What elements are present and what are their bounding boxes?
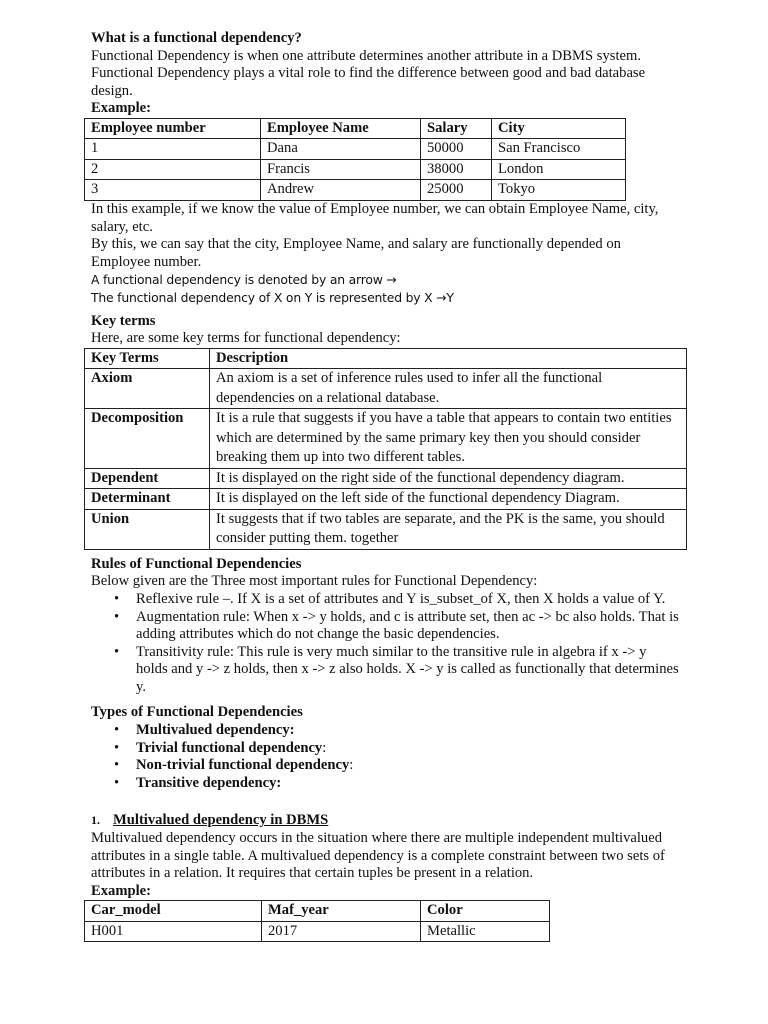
table-header-cell: Car_model xyxy=(85,901,262,922)
table-cell: 2017 xyxy=(262,921,421,942)
list-item: • Trivial functional dependency: xyxy=(136,740,681,758)
table-cell: 50000 xyxy=(421,139,492,160)
list-item: • Transitivity rule: This rule is very much similar to the transitive rule in algebra if x -> y holds and y -> z holds, then x -> z also holds. X -> y is called as functionally that determines y. xyxy=(136,644,681,697)
table-cell: 1 xyxy=(85,139,261,160)
table-cell: Dana xyxy=(261,139,421,160)
fd-intro-2: Functional Dependency plays a vital role to find the difference between good and bad database design. xyxy=(91,65,646,99)
list-item: • Multivalued dependency: xyxy=(136,722,681,740)
table-header-cell: City xyxy=(492,118,626,139)
rules-intro: Below given are the Three most important rules for Functional Dependency: xyxy=(91,573,538,590)
employee-table xyxy=(84,118,626,201)
table-cell: Andrew xyxy=(261,180,421,201)
table-cell: H001 xyxy=(85,921,262,942)
fd-notation-2: The functional dependency of X on Y is represented by X →Y xyxy=(91,289,454,305)
fd-intro-1: Functional Dependency is when one attribute determines another attribute in a DBMS system. xyxy=(91,47,641,64)
table-cell: Determinant xyxy=(85,489,210,510)
section-heading-mvd: 1. Multivalued dependency in DBMS xyxy=(91,812,329,829)
table-header-cell: Color xyxy=(421,901,550,922)
document-page xyxy=(91,30,681,942)
table-cell: London xyxy=(492,159,626,180)
table-header-row xyxy=(85,901,550,922)
fd-explanation-1: In this example, if we know the value of Employee number, we can obtain Employee Name, city, salary, etc. xyxy=(91,200,659,235)
table-cell: Axiom xyxy=(85,369,210,409)
table-cell: Francis xyxy=(261,159,421,180)
rules-list xyxy=(91,591,681,697)
list-item: • Non-trivial functional dependency: xyxy=(136,757,681,775)
table-cell: It is displayed on the right side of the functional dependency diagram. xyxy=(210,468,687,489)
table-row xyxy=(85,139,626,160)
fd-explanation-2: By this, we can say that the city, Employee Name, and salary are functionally depended on Employee number. xyxy=(91,236,621,270)
table-row xyxy=(85,509,687,549)
table-row xyxy=(85,921,550,942)
car-table xyxy=(84,900,550,942)
section-heading-rules: Rules of Functional Dependencies xyxy=(91,555,302,572)
table-cell: It is displayed on the left side of the functional dependency Diagram. xyxy=(210,489,687,510)
table-row xyxy=(85,489,687,510)
table-header-cell: Description xyxy=(210,348,687,369)
table-row xyxy=(85,159,626,180)
table-row xyxy=(85,409,687,469)
table-cell: San Francisco xyxy=(492,139,626,160)
table-cell: Union xyxy=(85,509,210,549)
table-cell: Metallic xyxy=(421,921,550,942)
table-header-cell: Salary xyxy=(421,118,492,139)
section-heading-key-terms: Key terms xyxy=(91,312,156,329)
table-cell: 2 xyxy=(85,159,261,180)
table-header-cell: Maf_year xyxy=(262,901,421,922)
table-cell: An axiom is a set of inference rules used to infer all the functional dependencies on a relational database. xyxy=(210,369,687,409)
table-cell: Tokyo xyxy=(492,180,626,201)
table-row xyxy=(85,369,687,409)
table-cell: 3 xyxy=(85,180,261,201)
table-header-cell: Employee number xyxy=(85,118,261,139)
mvd-text: Multivalued dependency occurs in the situation where there are multiple independent multivalued attributes in a single table. A multivalued dependency is a complete constraint between two sets of attributes in a relation. It requires that certain tuples be present in a relation. xyxy=(91,830,665,882)
table-cell: Decomposition xyxy=(85,409,210,469)
table-cell: It is a rule that suggests if you have a table that appears to contain two entities which are determined by the same primary key then you should consider breaking them up into two different tables. xyxy=(210,409,687,469)
types-list xyxy=(91,722,681,792)
key-terms-intro: Here, are some key terms for functional dependency: xyxy=(91,330,401,347)
table-row xyxy=(85,468,687,489)
table-header-row xyxy=(85,348,687,369)
table-header-row xyxy=(85,118,626,139)
list-item: • Augmentation rule: When x -> y holds, and c is attribute set, then ac -> bc also holds. That is adding attributes which do not change the basic dependencies. xyxy=(136,609,681,644)
list-item: • Reflexive rule –. If X is a set of attributes and Y is_subset_of X, then X holds a value of Y. xyxy=(136,591,681,609)
mvd-example-label: Example: xyxy=(91,882,151,899)
table-cell: Dependent xyxy=(85,468,210,489)
example-label: Example: xyxy=(91,100,151,117)
list-item: • Transitive dependency: xyxy=(136,775,681,793)
table-header-cell: Key Terms xyxy=(85,348,210,369)
fd-notation-1: A functional dependency is denoted by an arrow → xyxy=(91,272,397,288)
section-heading-fd: What is a functional dependency? xyxy=(91,30,302,46)
table-row xyxy=(85,180,626,201)
table-cell: It suggests that if two tables are separate, and the PK is the same, you should consider putting them. together xyxy=(210,509,687,549)
table-header-cell: Employee Name xyxy=(261,118,421,139)
section-heading-types: Types of Functional Dependencies xyxy=(91,704,303,721)
table-cell: 38000 xyxy=(421,159,492,180)
key-terms-table xyxy=(84,348,687,550)
table-cell: 25000 xyxy=(421,180,492,201)
